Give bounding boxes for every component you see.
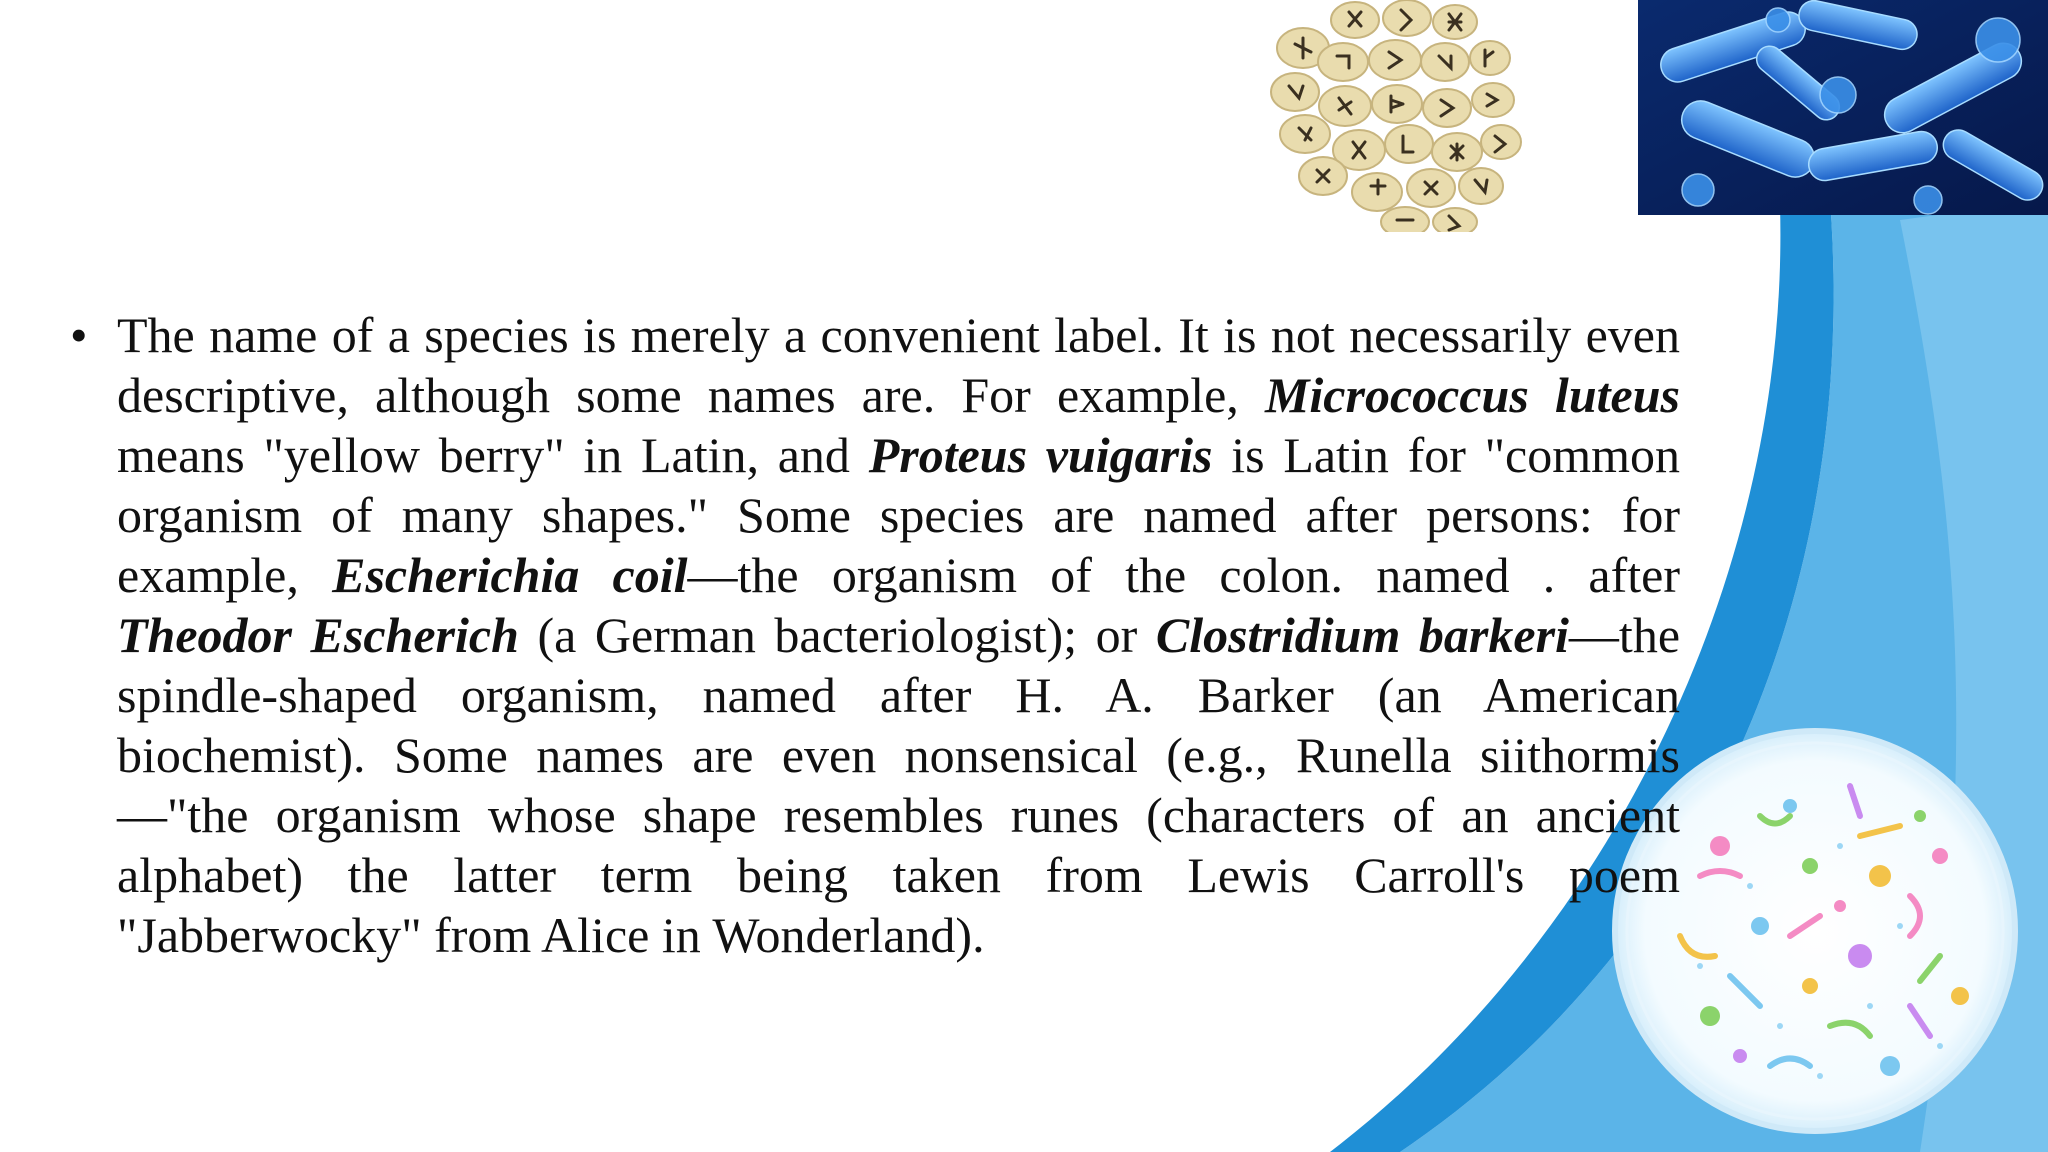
body-paragraph [117,305,1680,965]
text-segment: The name of a species is merely a convenient label. It is not necessarily even descriptive, although some names are. For example, [117,307,1680,423]
text-segment: —the organism of the colon. named . after [687,547,1680,603]
rune-stones-image [1155,0,1615,232]
species-name-proteus: Proteus vuigaris [868,427,1213,483]
species-name-escherichia: Escherichia coil [332,547,688,603]
text-segment: (a German bacteriologist); or [518,607,1156,663]
text-segment: —the spindle-shaped organism, named after H. A. Barker (an American biochemist). Some names are even nonsensical (e.g., Runella siithormis—"the organism whose shape resembles runes (characters of an ancient alphabet) the latter term being taken from Lewis Carroll's poem "Jabberwocky" from Alice in Wonderland). [117,607,1681,963]
text-content [70,305,1680,965]
text-segment: means "yellow berry" in Latin, and [117,427,869,483]
species-name-clostridium: Clostridium barkeri [1155,607,1569,663]
species-name-micrococcus: Micrococcus luteus [1264,367,1680,423]
bullet-marker: • [70,307,88,363]
person-name-escherich: Theodor Escherich [117,607,519,663]
text-segment: is Latin for "common organism of many shapes." Some species are named after persons: for example, [117,427,1680,603]
bacteria-micrograph-image [1638,0,2048,215]
